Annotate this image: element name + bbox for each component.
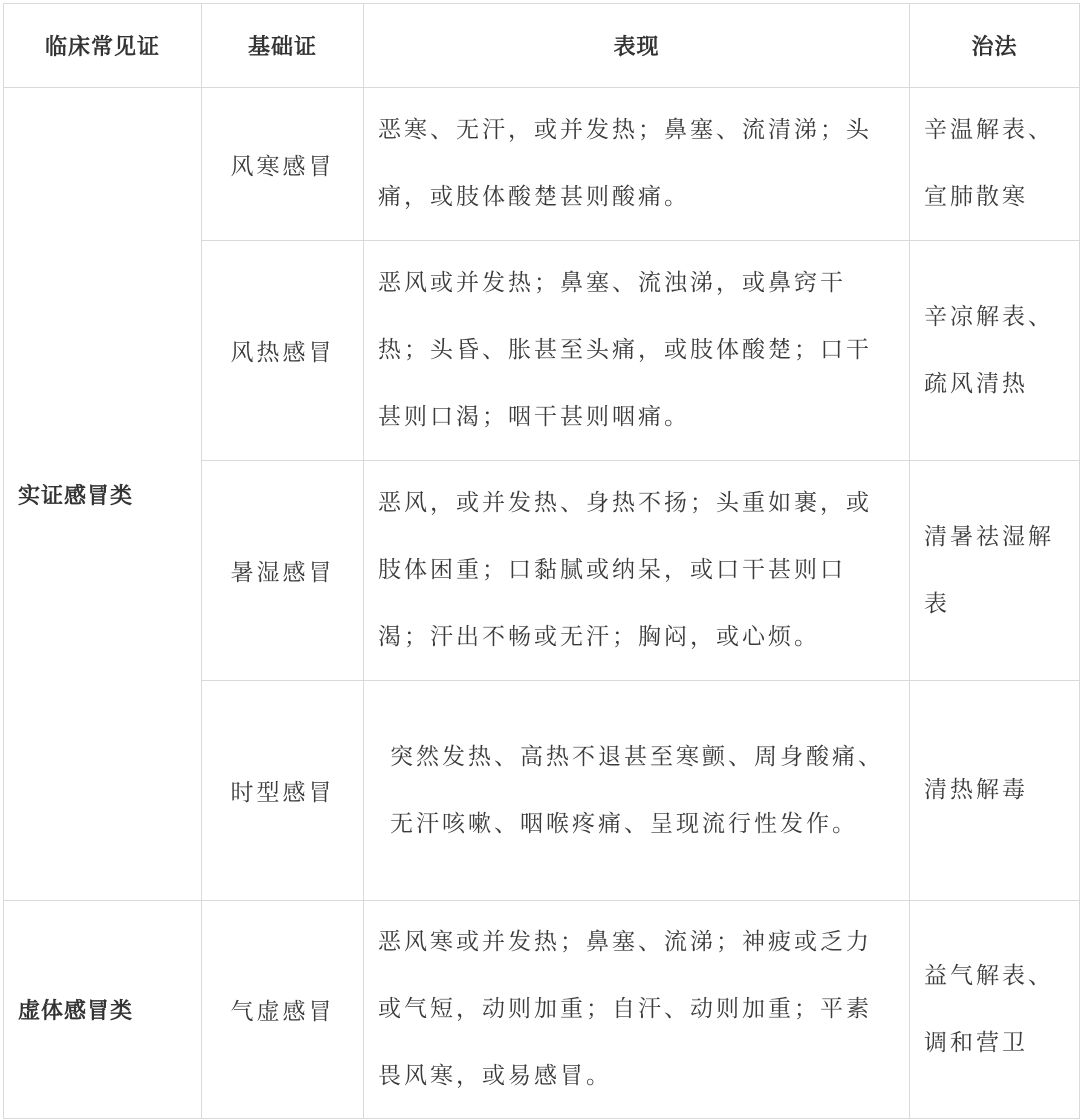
table-row — [4, 901, 1080, 1119]
category-cell: 实证感冒类 — [4, 88, 202, 901]
syndrome-cell: 时型感冒 — [202, 681, 364, 901]
symptoms-cell: 恶风，或并发热、身热不扬；头重如裹，或肢体困重；口黏腻或纳呆，或口干甚则口渴；汗出不畅或无汗；胸闷，或心烦。 — [364, 461, 910, 681]
symptoms-cell: 恶寒、无汗，或并发热；鼻塞、流清涕；头痛，或肢体酸楚甚则酸痛。 — [364, 88, 910, 241]
header-base-syndrome: 基础证 — [202, 4, 364, 88]
syndrome-cell: 风热感冒 — [202, 241, 364, 461]
treatment-cell: 辛温解表、宣肺散寒 — [910, 88, 1080, 241]
syndrome-table — [3, 3, 1080, 1119]
category-cell: 虚体感冒类 — [4, 901, 202, 1119]
symptoms-cell: 突然发热、高热不退甚至寒颤、周身酸痛、无汗咳嗽、咽喉疼痛、呈现流行性发作。 — [364, 681, 910, 901]
treatment-cell: 辛凉解表、疏风清热 — [910, 241, 1080, 461]
treatment-cell: 清暑祛湿解表 — [910, 461, 1080, 681]
syndrome-cell: 暑湿感冒 — [202, 461, 364, 681]
treatment-cell: 益气解表、调和营卫 — [910, 901, 1080, 1119]
table-row — [4, 88, 1080, 241]
treatment-cell: 清热解毒 — [910, 681, 1080, 901]
symptoms-cell: 恶风或并发热；鼻塞、流浊涕，或鼻窍干热；头昏、胀甚至头痛，或肢体酸楚；口干甚则口渴；咽干甚则咽痛。 — [364, 241, 910, 461]
syndrome-cell: 风寒感冒 — [202, 88, 364, 241]
header-symptoms: 表现 — [364, 4, 910, 88]
header-category: 临床常见证 — [4, 4, 202, 88]
symptoms-cell: 恶风寒或并发热；鼻塞、流涕；神疲或乏力或气短，动则加重；自汗、动则加重；平素畏风寒，或易感冒。 — [364, 901, 910, 1119]
table-header-row — [4, 4, 1080, 88]
header-treatment: 治法 — [910, 4, 1080, 88]
syndrome-cell: 气虚感冒 — [202, 901, 364, 1119]
